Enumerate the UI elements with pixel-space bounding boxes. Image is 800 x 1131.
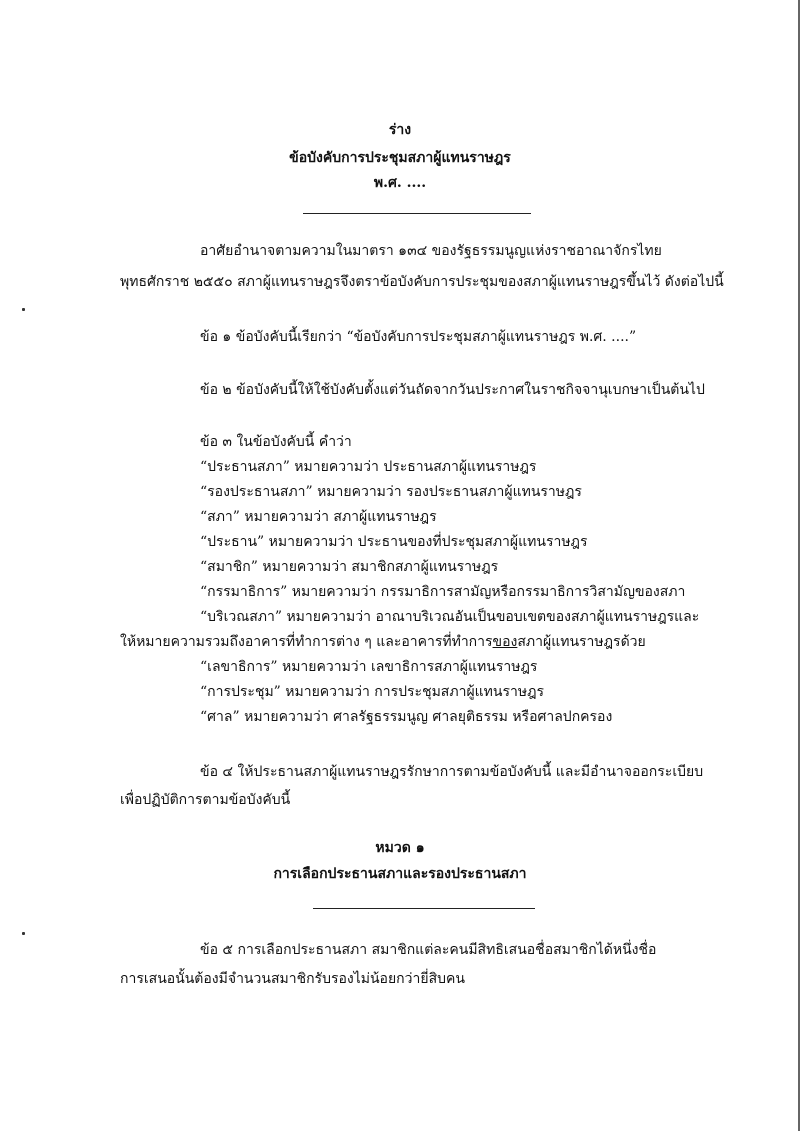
definition-item: “ประธานสภา” หมายความว่า ประธานสภาผู้แทนราษฎร	[200, 459, 537, 475]
definition-item: “สมาชิก” หมายความว่า สมาชิกสภาผู้แทนราษฎร	[200, 559, 499, 575]
scan-speck	[22, 932, 25, 935]
definition-item: “การประชุม” หมายความว่า การประชุมสภาผู้แทนราษฎร	[200, 684, 544, 700]
definition-continuation-start: ให้หมายความรวมถึงอาคารที่ทำการต่าง ๆ และอาคารที่ทำการ	[120, 634, 493, 650]
document-year: พ.ศ. ....	[373, 175, 427, 191]
clause-3: ข้อ ๓ ในข้อบังคับนี้ คำว่า	[200, 434, 352, 450]
definition-continuation	[120, 632, 646, 652]
clause-4-line-2: เพื่อปฏิบัติการตามข้อบังคับนี้	[120, 792, 291, 808]
clause-1: ข้อ ๑ ข้อบังคับนี้เรียกว่า “ข้อบังคับการประชุมสภาผู้แทนราษฎร พ.ศ. ....”	[200, 329, 637, 345]
preamble-line-2: พุทธศักราช ๒๕๕๐ สภาผู้แทนราษฎรจึงตราข้อบังคับการประชุมของสภาผู้แทนราษฎรขึ้นไว้ ดังต่อไปนี้	[120, 274, 724, 290]
definition-continuation-end: สภาผู้แทนราษฎรด้วย	[517, 634, 646, 650]
chapter-heading: หมวด ๑	[375, 840, 425, 856]
preamble-line-1: อาศัยอำนาจตามความในมาตรา ๑๓๔ ของรัฐธรรมนูญแห่งราชอาณาจักรไทย	[200, 243, 662, 259]
clause-4-line-1: ข้อ ๔ ให้ประธานสภาผู้แทนราษฎรรักษาการตามข้อบังคับนี้ และมีอำนาจออกระเบียบ	[200, 764, 704, 780]
clause-5-line-2: การเสนอนั้นต้องมีจำนวนสมาชิกรับรองไม่น้อยกว่ายี่สิบคน	[120, 971, 465, 987]
draft-label: ร่าง	[388, 122, 412, 138]
clause-5-line-1: ข้อ ๕ การเลือกประธานสภา สมาชิกแต่ละคนมีสิทธิเสนอชื่อสมาชิกได้หนึ่งชื่อ	[200, 942, 657, 958]
chapter-divider	[313, 908, 535, 909]
definition-item: “บริเวณสภา” หมายความว่า อาณาบริเวณอันเป็นขอบเขตของสภาผู้แทนราษฎรและ	[200, 609, 700, 625]
chapter-title: การเลือกประธานสภาและรองประธานสภา	[273, 866, 527, 882]
definition-item: “ประธาน” หมายความว่า ประธานของที่ประชุมสภาผู้แทนราษฎร	[200, 534, 588, 550]
underlined-word: ของ	[492, 634, 518, 650]
definition-item: “กรรมาธิการ” หมายความว่า กรรมาธิการสามัญหรือกรรมาธิการวิสามัญของสภา	[200, 584, 686, 600]
document-title: ข้อบังคับการประชุมสภาผู้แทนราษฎร	[289, 150, 511, 166]
clause-2: ข้อ ๒ ข้อบังคับนี้ให้ใช้บังคับตั้งแต่วันถัดจากวันประกาศในราชกิจจานุเบกษาเป็นต้นไป	[200, 382, 705, 398]
definition-item: “ศาล” หมายความว่า ศาลรัฐธรรมนูญ ศาลยุติธรรม หรือศาลปกครอง	[200, 709, 613, 725]
definition-item: “รองประธานสภา” หมายความว่า รองประธานสภาผู้แทนราษฎร	[200, 484, 582, 500]
definition-item: “เลขาธิการ” หมายความว่า เลขาธิการสภาผู้แทนราษฎร	[200, 659, 538, 675]
definition-item: “สภา” หมายความว่า สภาผู้แทนราษฎร	[200, 509, 437, 525]
scan-speck	[22, 308, 25, 311]
title-divider	[303, 213, 531, 214]
